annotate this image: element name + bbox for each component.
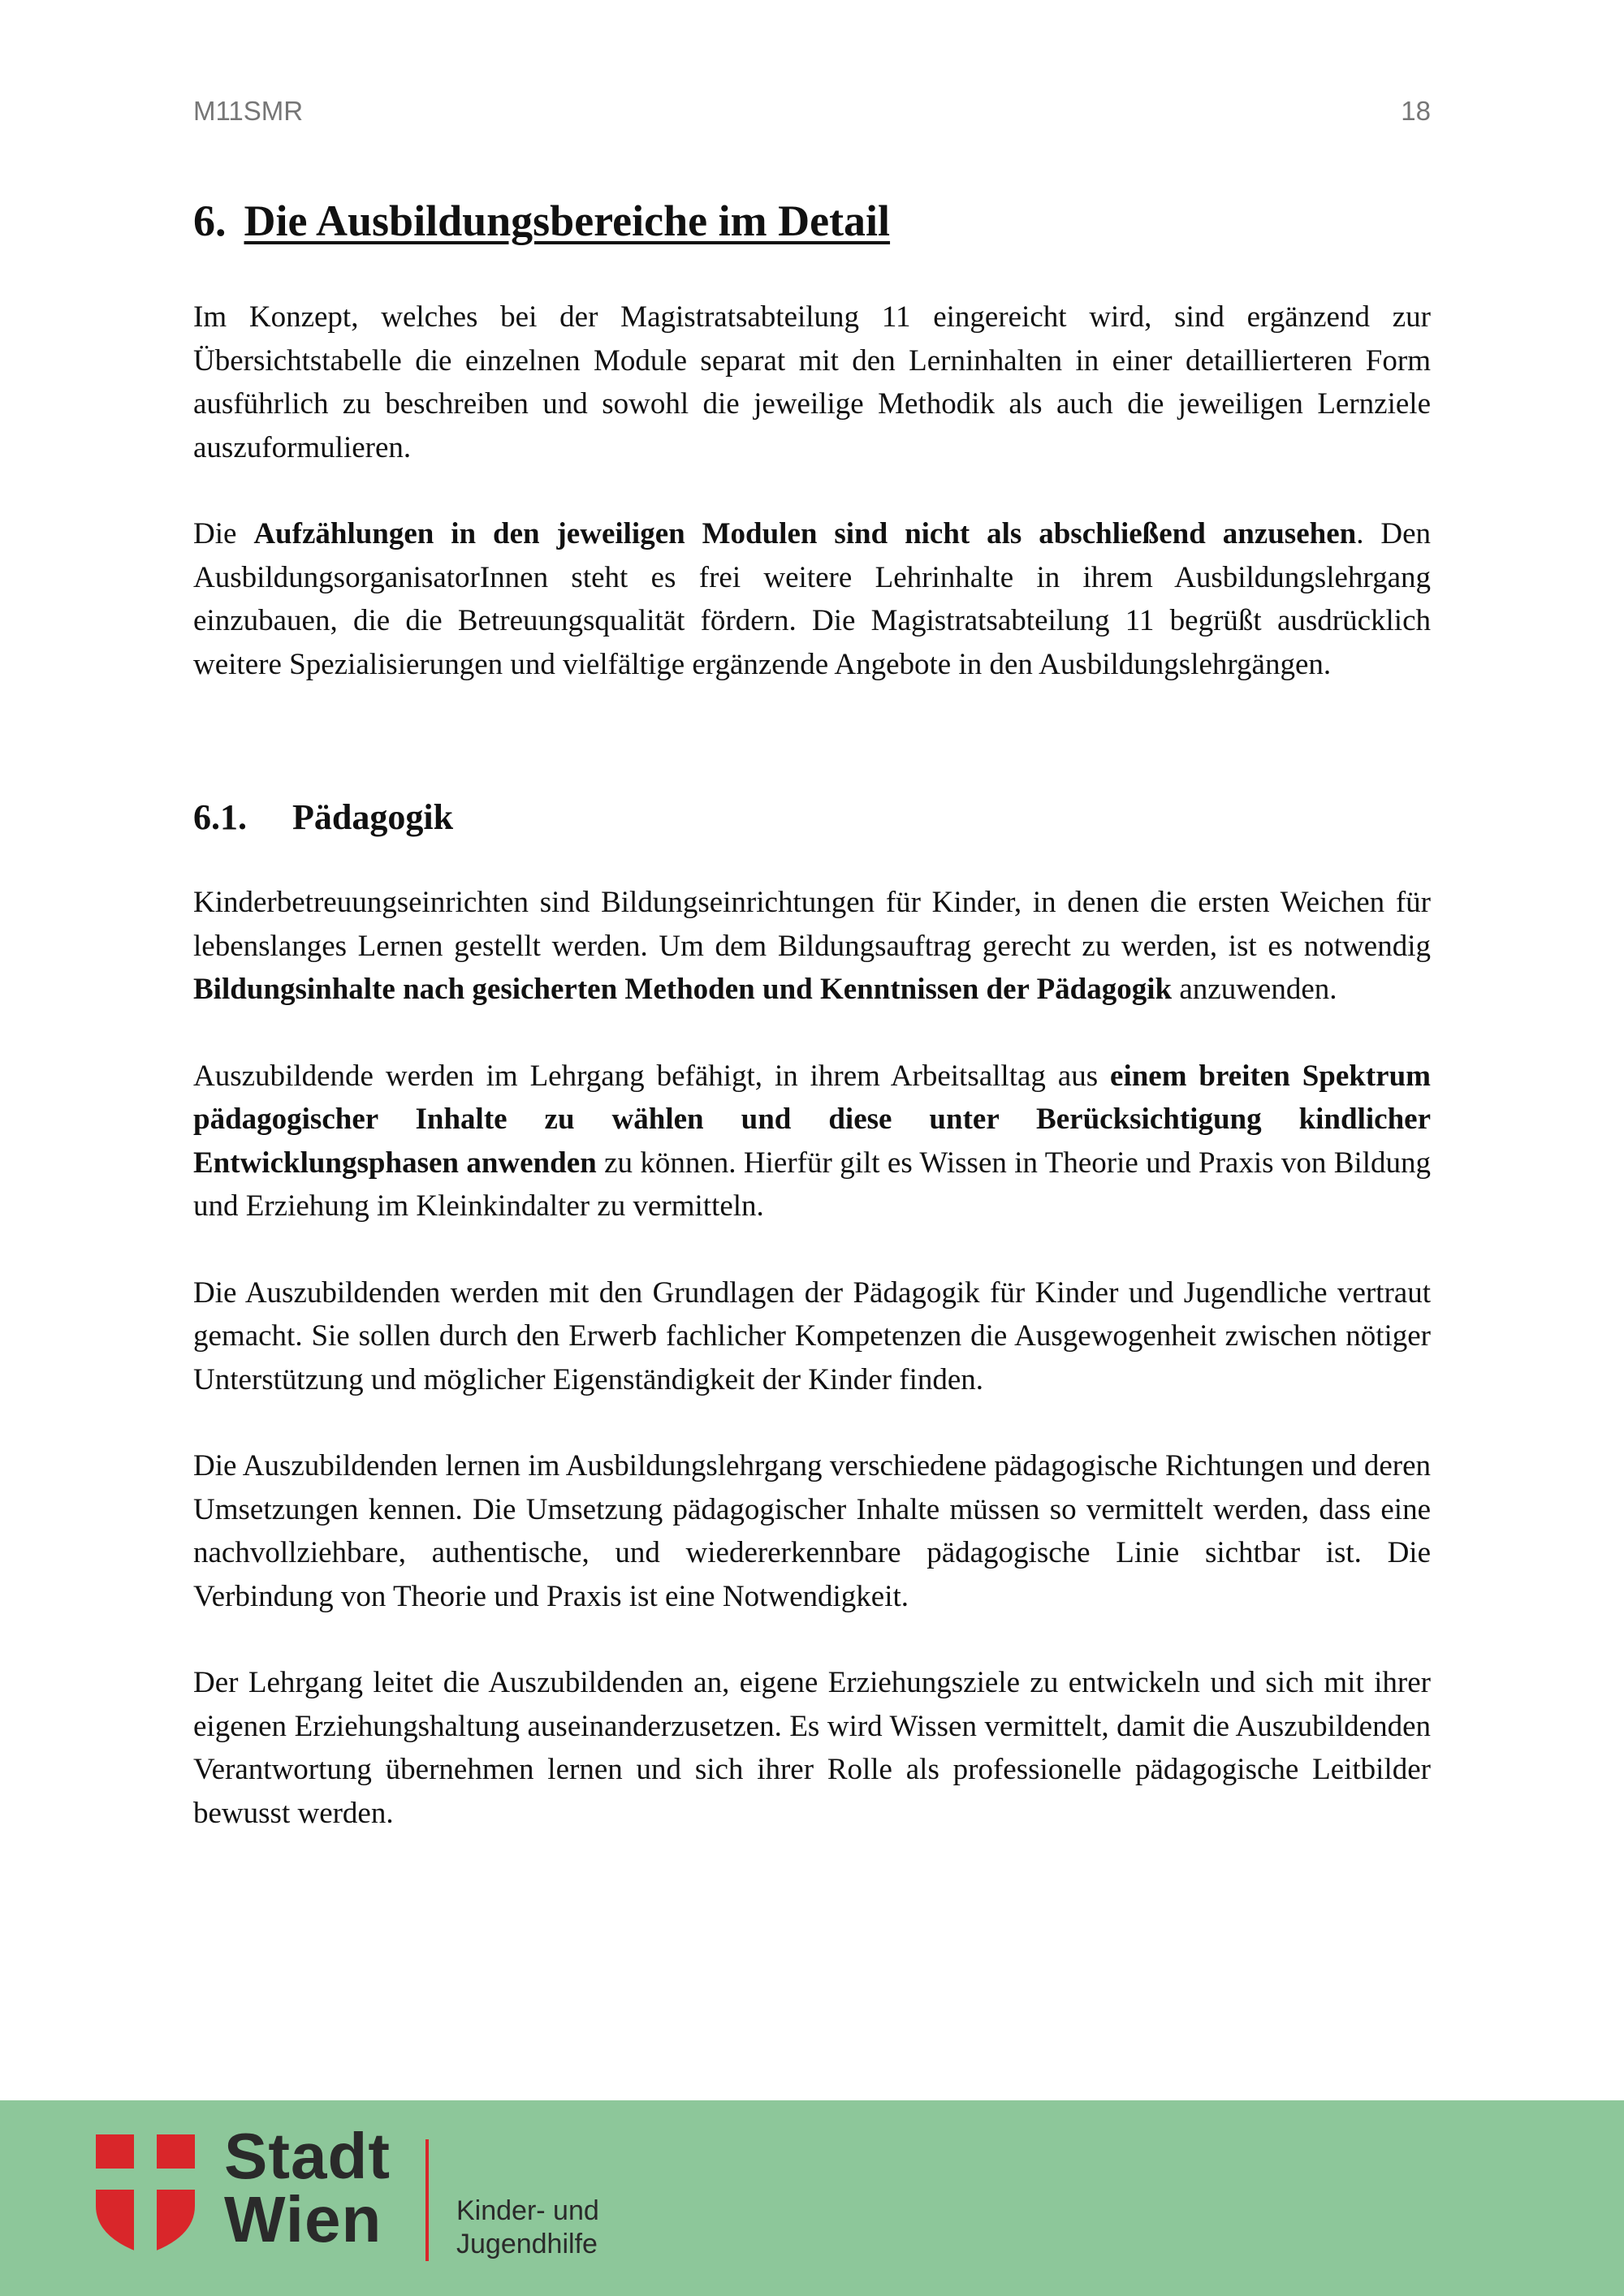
paragraph-directions: Die Auszubildenden lernen im Ausbildungslehrgang verschiedene pädagogische Richtungen und deren Umsetzungen kennen. Die Umsetzung pädagogischer Inhalte müssen so vermittelt werden, dass eine nachvollziehbare, authentische, und wiedererkennbare pädagogische Linie sichtbar ist. Die Verbindung von Theorie und Praxis ist eine Notwendigkeit. bbox=[193, 1449, 1431, 1613]
paragraph-goals: Der Lehrgang leitet die Auszubildenden an, eigene Erziehungsziele zu entwickeln und sich mit ihrer eigenen Erziehungshaltung auseinanderzusetzen. Es wird Wissen vermittelt, damit die Auszubildenden Verantwortung übernehmen lernen und sich ihrer Rolle als professionelle pädagogische Leitbilder bewusst werden. bbox=[193, 1666, 1431, 1830]
text-run: Auszubildende werden im Lehrgang befähigt, in ihrem Arbeitsalltag aus bbox=[193, 1059, 1111, 1093]
paragraph-education bbox=[193, 881, 1431, 1012]
stadt-wien-logo-text bbox=[224, 2120, 391, 2255]
bold-run: Aufzählungen in den jeweiligen Modulen sind nicht als abschließend anzusehen bbox=[253, 517, 1357, 550]
section-title: Die Ausbildungsbereiche im Detail bbox=[244, 196, 891, 245]
section-heading bbox=[193, 193, 1431, 248]
text-run: Die bbox=[193, 517, 254, 550]
subsection-number: 6.1. bbox=[193, 797, 247, 837]
logo-divider bbox=[425, 2139, 429, 2261]
vienna-shield-icon bbox=[96, 2134, 195, 2255]
text-run: . Den AusbildungsorganisatorInnen steht es frei weitere Lehrinhalte in ihrem Ausbildungslehrgang einzubauen, die die Betreuungsqualität fördern. Die Magistratsabteilung 11 begrüßt ausdrücklich weitere Spezialisierungen und vielfältige ergänzende Angebote in den Ausbildungslehrgängen. bbox=[193, 517, 1431, 681]
paragraph-fundamentals: Die Auszubildenden werden mit den Grundlagen der Pädagogik für Kinder und Jugendliche vertraut gemacht. Sie sollen durch den Erwerb fachlicher Kompetenzen die Ausgewogenheit zwischen nötiger Unterstützung und möglicher Eigenständigkeit der Kinder finden. bbox=[193, 1275, 1431, 1396]
bold-run: Bildungsinhalte nach gesicherten Methoden und Kenntnissen der Pädagogik bbox=[193, 973, 1173, 1006]
footer-band bbox=[0, 2100, 1624, 2296]
logo-line-wien: Wien bbox=[224, 2183, 382, 2255]
text-run: zu können. Hierfür gilt es Wissen in Theorie und Praxis von Bildung und Erziehung im Kleinkindalter zu vermitteln. bbox=[193, 1146, 1432, 1223]
department-line-1: Kinder- und bbox=[456, 2195, 599, 2226]
page-content bbox=[193, 193, 1431, 1835]
text-run: Kinderbetreuungseinrichten sind Bildungseinrichtungen für Kinder, in denen die ersten Weichen für lebenslanges Lernen gestellt werden. Um dem Bildungsauftrag gerecht zu werden, ist es notwendig bbox=[193, 886, 1431, 963]
department-line-2: Jugendhilfe bbox=[456, 2229, 598, 2259]
logo-line-stadt: Stadt bbox=[224, 2120, 391, 2192]
bold-run: einem breiten Spektrum pädagogischer Inhalte zu wählen und diese unter Berücksichtigung kindlicher Entwicklungsphasen anwenden bbox=[193, 1059, 1431, 1180]
header-document-code: M11SMR bbox=[193, 96, 304, 126]
page-header bbox=[193, 96, 1431, 127]
section-number: 6. bbox=[193, 196, 227, 245]
department-name bbox=[456, 2195, 599, 2261]
subsection-title: Pädagogik bbox=[292, 797, 454, 837]
paragraph-intro: Im Konzept, welches bei der Magistratsabteilung 11 eingereicht wird, sind ergänzend zur Übersichtstabelle die einzelnen Module separat mit den Lerninhalten in einer detaillierteren Form ausführlich zu beschreiben und sowohl die jeweilige Methodik als auch die jeweiligen Lernziele auszuformulieren. bbox=[193, 300, 1431, 464]
subsection-heading bbox=[193, 793, 1431, 842]
paragraph-enumerations bbox=[193, 512, 1431, 686]
page-number: 18 bbox=[1401, 96, 1431, 126]
paragraph-trainees bbox=[193, 1055, 1431, 1228]
text-run: anzuwenden. bbox=[1172, 973, 1337, 1006]
